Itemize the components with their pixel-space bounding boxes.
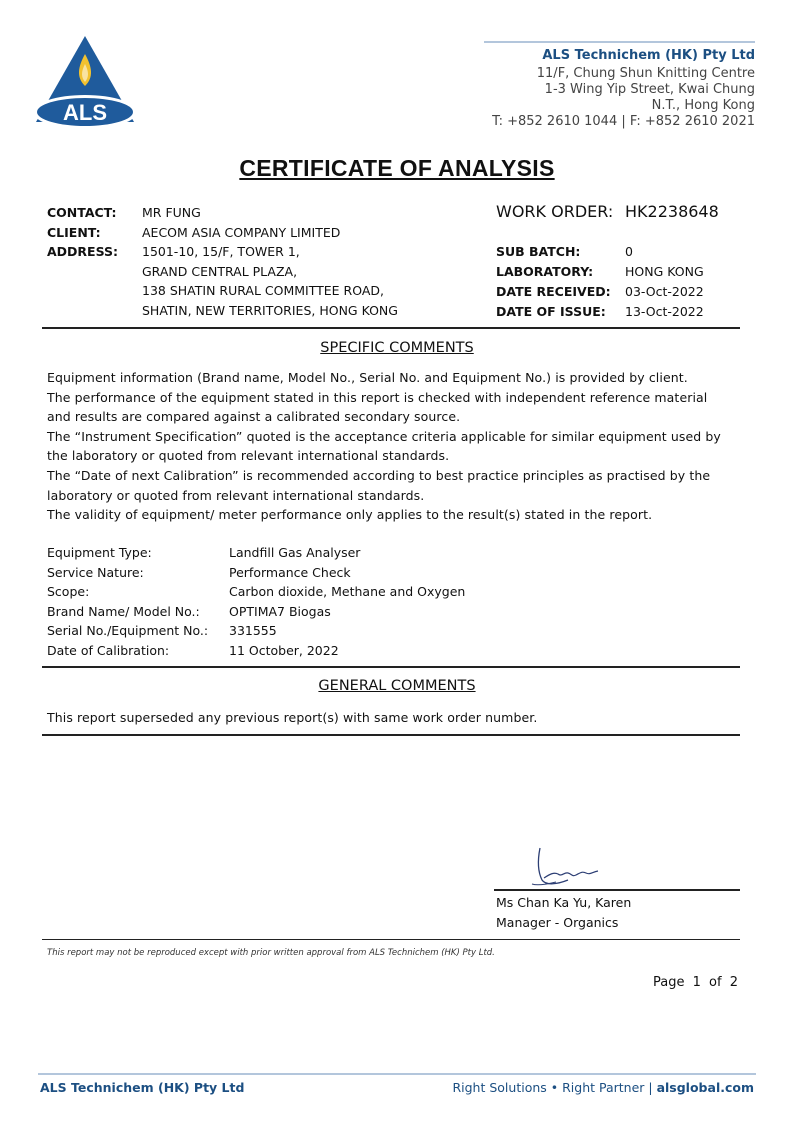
client-address-line: SHATIN, NEW TERRITORIES, HONG KONG — [142, 302, 398, 318]
equipment-labels — [47, 543, 208, 661]
service-nature-label: Service Nature: — [47, 564, 144, 580]
laboratory-label: LABORATORY: — [496, 263, 594, 279]
page-title: CERTIFICATE OF ANALYSIS — [239, 155, 555, 181]
client-address — [142, 242, 398, 320]
signatory-name: Ms Chan Ka Yu, Karen — [496, 895, 632, 910]
comment-line: The validity of equipment/ meter performance only applies to the result(s) stated in the report. — [47, 507, 653, 523]
logo-text: ALS — [63, 100, 107, 125]
date-of-issue-label: DATE OF ISSUE: — [496, 303, 606, 319]
sub-batch-value: 0 — [625, 244, 633, 259]
equipment-type-value: Landfill Gas Analyser — [229, 545, 361, 560]
scope-value: Carbon dioxide, Methane and Oxygen — [229, 584, 466, 600]
signatory-position: Manager - Organics — [496, 914, 619, 930]
divider — [42, 734, 740, 736]
client-address-line: GRAND CENTRAL PLAZA, — [142, 263, 298, 279]
bottom-rule — [38, 1073, 756, 1075]
brand-model-value: OPTIMA7 Biogas — [229, 603, 331, 619]
disclaimer: This report may not be reproduced except with prior written approval from ALS Technichem (HK) Pty Ltd. — [47, 948, 495, 958]
date-of-calibration-label: Date of Calibration: — [47, 642, 170, 658]
general-comments-heading: GENERAL COMMENTS — [318, 678, 476, 694]
date-received-label: DATE RECEIVED: — [496, 283, 611, 299]
client-value: AECOM ASIA COMPANY LIMITED — [142, 224, 341, 240]
signature-line — [494, 889, 740, 891]
work-order-label: WORK ORDER: — [496, 202, 614, 221]
client-label: CLIENT: — [47, 224, 101, 240]
company-address — [492, 66, 755, 130]
comment-line: and results are compared against a calibrated secondary source. — [47, 409, 461, 425]
laboratory-value: HONG KONG — [625, 263, 704, 279]
divider — [42, 327, 740, 329]
als-logo — [30, 34, 140, 130]
address-line: N.T., Hong Kong — [651, 98, 755, 113]
sub-batch-label: SUB BATCH: — [496, 244, 581, 259]
contact-value: MR FUNG — [142, 205, 201, 220]
header-rule — [484, 41, 755, 43]
footer-website: alsglobal.com — [656, 1080, 754, 1095]
address-line: 11/F, Chung Shun Knitting Centre — [536, 66, 755, 81]
specific-comments-text — [47, 368, 747, 525]
date-of-calibration-value: 11 October, 2022 — [229, 642, 339, 658]
divider — [42, 666, 740, 668]
address-label: ADDRESS: — [47, 244, 119, 259]
footer-rule — [42, 939, 740, 940]
client-address-line: 1501-10, 15/F, TOWER 1, — [142, 244, 300, 259]
equipment-values — [229, 543, 465, 661]
signature-image — [528, 844, 608, 890]
page-number: Page 1 of 2 — [653, 975, 738, 990]
specific-comments-heading: SPECIFIC COMMENTS — [320, 340, 474, 356]
date-received-value: 03-Oct-2022 — [625, 283, 704, 299]
brand-model-label: Brand Name/ Model No.: — [47, 603, 200, 619]
footer-slogan: Right Solutions • Right Partner | — [452, 1080, 657, 1095]
equipment-type-label: Equipment Type: — [47, 545, 152, 560]
footer-tagline — [452, 1080, 754, 1095]
comment-line: Equipment information (Brand name, Model No., Serial No. and Equipment No.) is provided by client. — [47, 370, 688, 385]
contact-numbers: T: +852 2610 1044 | F: +852 2610 2021 — [492, 114, 755, 129]
work-order-value: HK2238648 — [625, 202, 719, 221]
address-line: 1-3 Wing Yip Street, Kwai Chung — [544, 82, 755, 97]
scope-label: Scope: — [47, 584, 90, 600]
footer-company: ALS Technichem (HK) Pty Ltd — [40, 1080, 245, 1095]
signatory — [496, 893, 631, 932]
comment-line: laboratory or quoted from relevant international standards. — [47, 487, 425, 503]
serial-equipment-value: 331555 — [229, 623, 277, 639]
service-nature-value: Performance Check — [229, 564, 351, 580]
comment-line: the laboratory or quoted from relevant international standards. — [47, 448, 450, 464]
company-name: ALS Technichem (HK) Pty Ltd — [542, 48, 755, 63]
general-comments-text: This report superseded any previous report(s) with same work order number. — [47, 710, 538, 725]
contact-label: CONTACT: — [47, 205, 117, 220]
comment-line: The “Instrument Specification” quoted is the acceptance criteria applicable for similar equipment used by — [47, 428, 721, 444]
comment-line: The performance of the equipment stated in this report is checked with independent reference material — [47, 389, 708, 405]
date-of-issue-value: 13-Oct-2022 — [625, 303, 704, 319]
comment-line: The “Date of next Calibration” is recommended according to best practice principles as practised by the — [47, 467, 711, 483]
client-address-line: 138 SHATIN RURAL COMMITTEE ROAD, — [142, 283, 384, 298]
serial-equipment-label: Serial No./Equipment No.: — [47, 623, 209, 639]
